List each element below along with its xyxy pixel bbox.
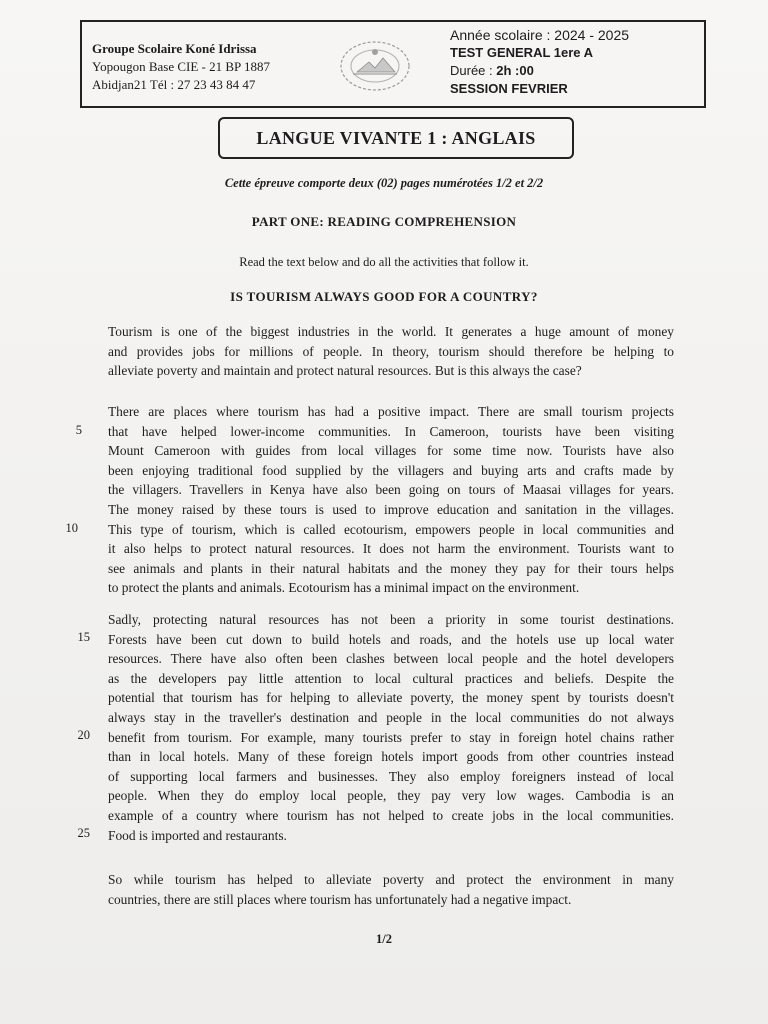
line-number-10: 10: [65, 521, 78, 535]
text-line: people. When they do employ local people, they pay very low wages. Cambodia is an: [108, 788, 674, 804]
school-info: [92, 40, 270, 94]
page-number: 1/2: [376, 932, 392, 946]
pages-note: Cette épreuve comporte deux (02) pages numérotées 1/2 et 2/2: [224, 176, 544, 190]
text-line: been enjoying traditional food supplied by the villagers and buying arts and crafts made by: [108, 462, 674, 478]
session: SESSION FEVRIER: [450, 81, 568, 96]
line-number-20: 20: [77, 728, 90, 742]
text-line: Mount Cameroon with guides from local villages for some time now. Tourists have also: [108, 443, 674, 459]
text-line: example of a country where tourism has not helped to create jobs in the local communities.: [108, 807, 674, 823]
text-line: There are places where tourism has had a positive impact. There are small tourism projects: [108, 404, 674, 419]
text-title: IS TOURISM ALWAYS GOOD FOR A COUNTRY?: [230, 289, 538, 304]
paragraph-1: [108, 322, 674, 381]
text-line: it also helps to protect natural resources. It does not harm the environment. Tourists want to: [108, 541, 674, 557]
text-line: benefit from tourism. For example, many tourists prefer to stay in foreign hotel chains rather: [108, 729, 674, 745]
text-line: to protect the plants and animals. Ecotourism has a minimal impact on the environment.: [108, 580, 580, 596]
line-number-25: 25: [77, 826, 90, 840]
exam-meta: [450, 26, 629, 98]
text-line: resources. There have also often been clashes between local people and the hotel developers: [108, 651, 674, 667]
school-seal-icon: [337, 38, 413, 94]
text-line: that have helped lower-income communities. In Cameroon, tourists have been visiting: [108, 423, 674, 439]
text-line: Sadly, protecting natural resources has not been a priority in some tourist destinations.: [108, 612, 674, 627]
school-name: Groupe Scolaire Koné Idrissa: [92, 41, 257, 56]
line-number-15: 15: [77, 630, 90, 644]
school-year: Année scolaire : 2024 - 2025: [450, 27, 630, 43]
test-name: TEST GENERAL 1ere A: [450, 45, 594, 60]
part-title: PART ONE: READING COMPREHENSION: [251, 214, 517, 229]
text-line: the villagers. Travellers in Kenya have also been going on tours of Maasai villages for years.: [108, 482, 674, 498]
text-line: countries, there are still places where tourism has unfortunately had a negative impact.: [108, 891, 572, 907]
text-line: Tourism is one of the biggest industries in the world. It generates a huge amount of money: [108, 324, 674, 339]
text-line: see animals and plants in their natural habitats and the money they pay for their tours helps: [108, 560, 674, 576]
text-line: So while tourism has helped to alleviate poverty and protect the environment in many: [108, 872, 674, 887]
paragraph-3: [108, 610, 674, 845]
duration-label: Durée :: [450, 63, 497, 78]
school-address: Yopougon Base CIE - 21 BP 1887: [92, 59, 271, 74]
text-line: as the developers pay little attention to local cultural practices and beliefs. Despite the: [108, 670, 674, 686]
duration-value: 2h :00: [496, 63, 534, 78]
duration: [450, 62, 629, 80]
instruction: Read the text below and do all the activities that follow it.: [239, 255, 529, 269]
text-line: potential that tourism has for helping to alleviate poverty, the money spent by tourists doesn't: [108, 690, 674, 706]
header-box: [80, 20, 706, 108]
text-line: than in local hotels. Many of these foreign hotels import goods from other countries instead: [108, 749, 674, 765]
paragraph-4: [108, 870, 674, 909]
text-line: alleviate poverty and maintain and protect natural resources. But is this always the case?: [108, 363, 582, 379]
text-line: always stay in the traveller's destination and people in the local communities do not always: [108, 709, 674, 725]
line-number-5: 5: [75, 423, 82, 437]
text-line: Food is imported and restaurants.: [108, 827, 287, 843]
paragraph-2: [108, 402, 674, 598]
text-line: of supporting local farmers and businesses. They also employ foreigners instead of local: [108, 768, 674, 784]
subject-title: LANGUE VIVANTE 1 : ANGLAIS: [218, 117, 574, 159]
text-line: Forests have been cut down to build hotels and roads, and the hotels use up local water: [108, 631, 674, 647]
text-line: and provides jobs for millions of people. In theory, tourism should therefore be helping to: [108, 343, 674, 359]
text-line: The money raised by these tours is used to improve education and sanitation in the villages.: [108, 501, 674, 517]
text-line: This type of tourism, which is called ecotourism, empowers people in local communities and: [108, 521, 674, 537]
school-city-phone: Abidjan21 Tél : 27 23 43 84 47: [92, 77, 256, 92]
